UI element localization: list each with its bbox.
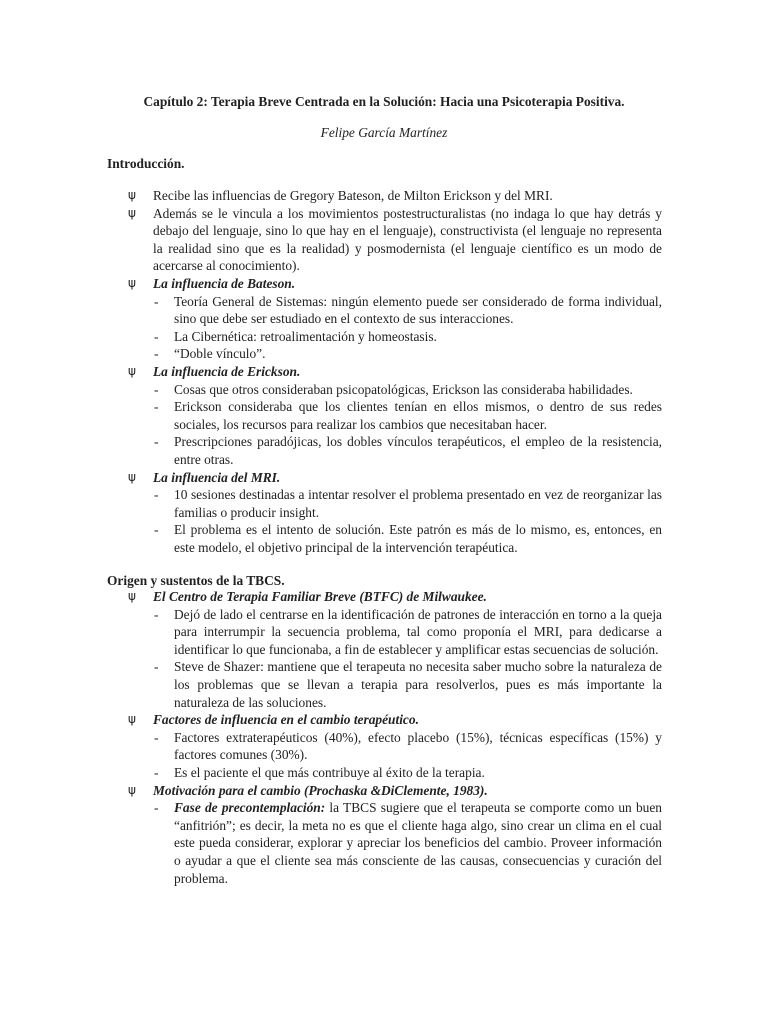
subsection-heading-erickson: La influencia de Erickson. [153, 363, 301, 379]
dash-bullet: - [154, 399, 159, 415]
list-item [107, 275, 662, 293]
dash-bullet: - [154, 381, 159, 397]
dash-bullet: - [154, 346, 159, 362]
bullet-text: Recibe las influencias de Gregory Bateson, de Milton Erickson y del MRI. [153, 188, 553, 203]
list-item [107, 588, 662, 606]
sub-item-text: La Cibernética: retroalimentación y homeostasis. [174, 328, 437, 344]
sub-item [107, 328, 662, 346]
sub-item-text [174, 799, 662, 887]
sub-item [107, 486, 662, 521]
subsection-heading-bateson: La influencia de Bateson. [153, 275, 296, 291]
psi-bullet-icon: ψ [128, 589, 136, 603]
author-name: Felipe García Martínez [320, 125, 448, 140]
sub-item [107, 658, 662, 711]
sub-item-text: 10 sesiones destinadas a intentar resolver el problema presentado en vez de reorganizar las familias o producir insight. [174, 487, 662, 520]
sub-item-text: Factores extraterapéuticos (40%), efecto placebo (15%), técnicas específicas (15%) y factores comunes (30%). [174, 729, 662, 763]
dash-bullet: - [154, 606, 159, 622]
sub-item-text: Steve de Shazer: mantiene que el terapeuta no necesita saber mucho sobre la naturaleza de los problemas que se llevan a terapia para resolverlos, pues es más importante la naturaleza de las soluciones. [174, 659, 662, 710]
subsection-heading-factores: Factores de influencia en el cambio terapéutico. [153, 712, 419, 728]
sub-item [107, 381, 662, 399]
psi-bullet-icon: ψ [128, 712, 136, 727]
sub-item [107, 433, 662, 468]
list-item [107, 205, 662, 275]
intro-list [107, 187, 662, 556]
dash-bullet: - [154, 522, 159, 538]
dash-bullet: - [154, 328, 159, 344]
sub-item-text: Cosas que otros consideraban psicopatológicas, Erickson las consideraba habilidades. [174, 381, 633, 397]
sub-item [107, 729, 662, 764]
sub-item [107, 799, 662, 887]
subsection-heading-motivacion: Motivación para el cambio (Prochaska &DiClemente, 1983). [153, 782, 488, 798]
psi-bullet-icon: ψ [128, 205, 136, 220]
subsection-heading-mri: La influencia del MRI. [153, 469, 281, 485]
sub-item-text: Erickson consideraba que los clientes tenían en ellos mismos, o dentro de sus redes sociales, los recursos para realizar los cambios que necesitaban hacer. [174, 399, 662, 432]
list-item [107, 469, 662, 487]
list-item [107, 363, 662, 381]
sub-item-text: Es el paciente el que más contribuye al éxito de la terapia. [174, 764, 485, 780]
dash-bullet: - [154, 729, 159, 745]
dash-bullet: - [154, 293, 159, 309]
chapter-title: Capítulo 2: Terapia Breve Centrada en la Solución: Hacia una Psicoterapia Positiva. [143, 94, 625, 109]
psi-bullet-icon: ψ [128, 469, 136, 484]
section-heading-introduccion: Introducción. [107, 156, 185, 171]
origen-list [107, 588, 662, 887]
sub-item [107, 764, 662, 782]
psi-bullet-icon: ψ [128, 188, 136, 202]
sub-item-text: Teoría General de Sistemas: ningún elemento puede ser considerado de forma individual, sino que debe ser estudiado en el contexto de sus interacciones. [174, 293, 662, 327]
dash-bullet: - [154, 764, 159, 780]
phase-description: la TBCS sugiere que el terapeuta se comporte como un buen “anfitrión”; es decir, la meta no es que el cliente haga algo, sino crear un clima en el cual este pueda considerar, explorar y apreciar los beneficios del cambio. Proveer información o ayudar a que el cliente sea más consciente de las causas, consecuencias y curación del problema. [174, 800, 662, 886]
sub-item [107, 398, 662, 433]
sub-item-text: “Doble vínculo”. [174, 346, 266, 362]
sub-item-text: El problema es el intento de solución. Este patrón es más de lo mismo, es, entonces, en este modelo, el objetivo principal de la intervención terapéutica. [174, 522, 662, 555]
sub-item-text: Prescripciones paradójicas, los dobles vínculos terapéuticos, el empleo de la resistencia, entre otras. [174, 434, 662, 467]
sub-item [107, 521, 662, 556]
sub-item [107, 293, 662, 328]
list-item [107, 187, 662, 205]
psi-bullet-icon: ψ [128, 275, 136, 290]
sub-item [107, 345, 662, 363]
dash-bullet: - [154, 487, 159, 503]
section-heading-origen: Origen y sustentos de la TBCS. [107, 573, 285, 588]
dash-bullet: - [154, 434, 159, 450]
phase-label: Fase de precontemplación: [174, 800, 326, 816]
psi-bullet-icon: ψ [128, 363, 136, 378]
list-item [107, 782, 662, 800]
list-item [107, 711, 662, 729]
dash-bullet: - [154, 800, 159, 816]
dash-bullet: - [154, 659, 159, 675]
sub-item [107, 606, 662, 659]
bullet-text: Además se le vincula a los movimientos postestructuralistas (no indaga lo que hay detrás y debajo del lenguaje, sino lo que hay en el lenguaje), constructivista (el lenguaje no representa la realidad sino que es la realidad) y posmodernista (el lenguaje científico es un modo de acercarse al conocimiento). [153, 205, 662, 274]
sub-item-text: Dejó de lado el centrarse en la identificación de patrones de interacción en torno a la queja para interrumpir la secuencia problema, tal como proponía el MRI, para dedicarse a identificar lo que funcionaba, a fin de establecer y amplificar estas secuencias de solución. [174, 606, 662, 657]
psi-bullet-icon: ψ [128, 782, 136, 797]
subsection-heading-btfc: El Centro de Terapia Familiar Breve (BTFC) de Milwaukee. [153, 589, 487, 604]
